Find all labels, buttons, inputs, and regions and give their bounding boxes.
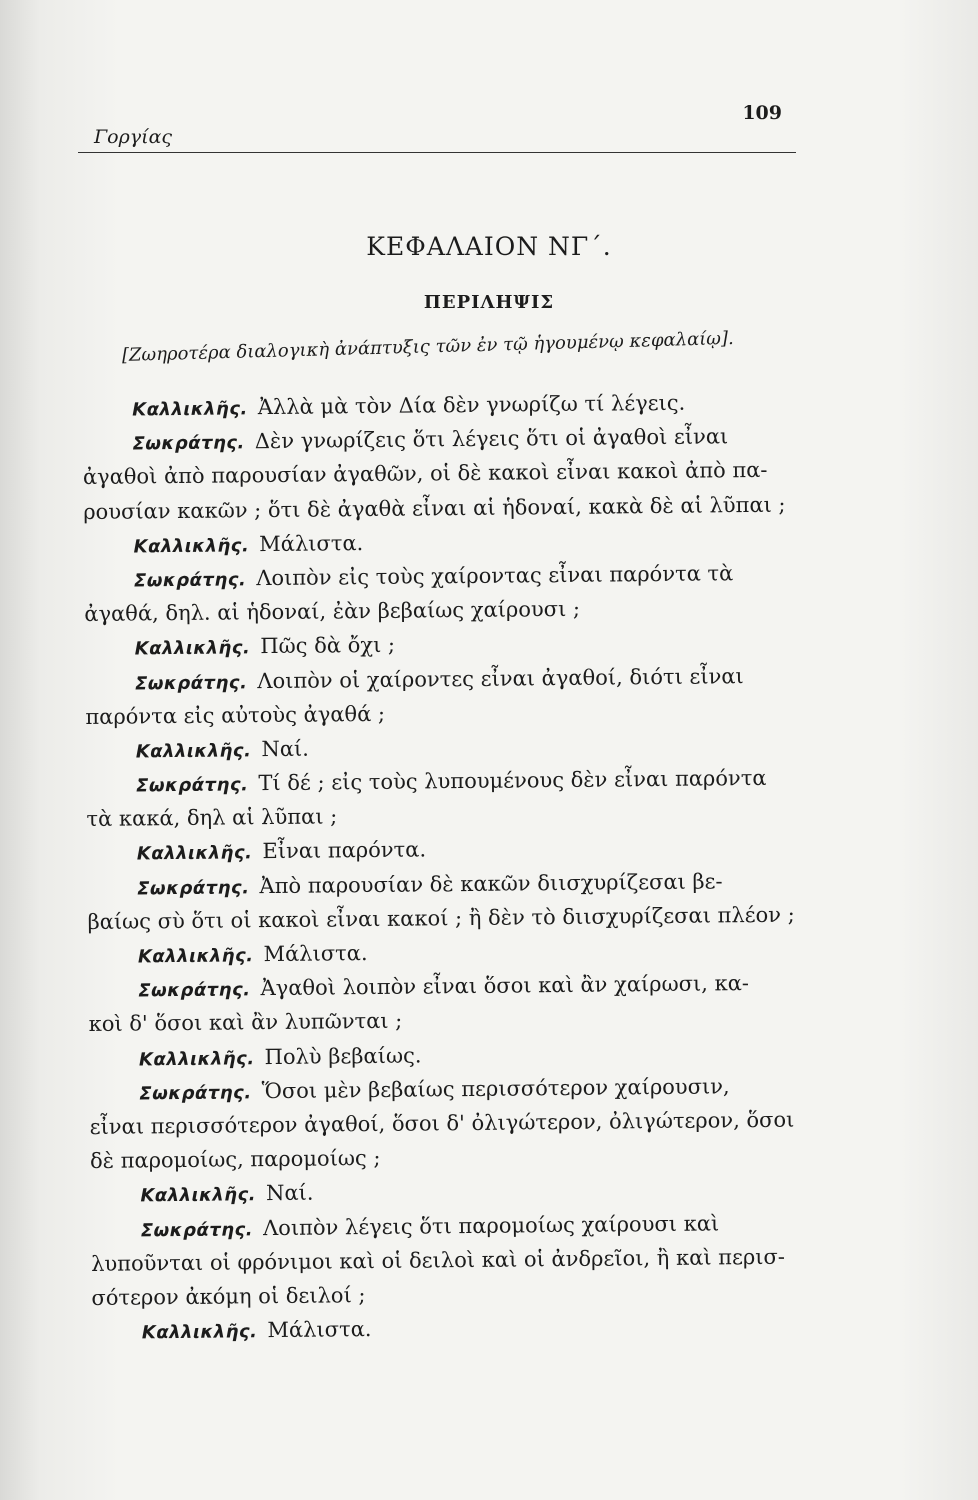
speech-text: ἀγαθά, δηλ. αἱ ἡδοναί, ἐὰν βεβαίως χαίρουσι ; [84,596,581,627]
chapter-title: ΚΕΦΑΛΑΙΟΝ ΝΓ΄. [366,232,612,261]
speech-text: Τί δέ ; εἰς τοὺς λυπουμένους δὲν εἶναι παρόντα [258,765,767,796]
running-head [78,100,796,150]
speech-text: Ἀλλὰ μὰ τὸν Δία δὲν γνωρίζω τί λέγεις. [257,390,686,420]
speaker-name: Σωκράτης. [140,1218,254,1241]
summary-note: [Ζωηροτέρα διαλογικὴ ἀνάπτυξις τῶν ἐν τῷ ἡγουμένῳ κεφαλαίῳ]. [121,327,734,366]
dialogue-line [85,658,815,700]
speech-text: Ὅσοι μὲν βεβαίως περισσότερον χαίρουσιν, [261,1074,730,1103]
speaker-name: Καλλικλῆς. [136,842,253,865]
speaker-name: Καλλικλῆς. [138,1047,255,1071]
page-number: 109 [742,102,782,124]
dialogue-body [82,384,822,1349]
speaker-name: Καλλικλῆς. [134,637,251,660]
speech-text: παρόντα εἰς αὐτοὺς ἀγαθά ; [85,701,386,729]
speech-text: ἀγαθοὶ ἀπὸ παρουσίαν ἀγαθῶν, οἱ δὲ κακοὶ εἶναι κακοὶ ἀπὸ πα- [82,458,768,490]
header-rule [78,152,796,153]
speaker-name: Καλλικλῆς. [137,945,254,968]
running-title: Γοργίας [94,126,173,148]
speech-text: σότερον ἀκόμη οἱ δειλοί ; [91,1282,366,1310]
speech-text: εἶναι περισσότερον ἀγαθοί, ὅσοι δ' ὀλιγώτερον, ὀλιγώτερον, ὅσοι [89,1107,795,1139]
speech-text: βαίως σὺ ὅτι οἱ κακοὶ εἶναι κακοί ; ἢ δὲν τὸ διισχυρίζεσαι πλέον ; [87,902,795,934]
speech-text: λυποῦνται οἱ φρόνιμοι καὶ οἱ δειλοὶ καὶ οἱ ἀνδρεῖοι, ἢ καὶ περισ- [91,1244,786,1276]
speaker-name: Καλλικλῆς. [133,535,250,558]
speaker-name: Καλλικλῆς. [132,398,248,421]
speech-text: τὰ κακά, δηλ αἱ λῦπαι ; [86,804,338,832]
speech-text: Μάλιστα. [267,1317,372,1343]
speech-text: Λοιπὸν εἰς τοὺς χαίροντας εἶναι παρόντα τὰ [256,561,734,591]
speaker-name: Σωκράτης. [136,774,249,797]
speaker-name: Σωκράτης. [138,979,251,1002]
speech-text: Λοιπὸν λέγεις ὅτι παρομοίως χαίρουσι καὶ [262,1210,720,1240]
dialogue-line [92,1307,822,1349]
speech-text: ρουσίαν κακῶν ; ὅτι δὲ ἀγαθὰ εἶναι αἱ ἡδοναί, κακὰ δὲ αἱ λῦπαι ; [83,492,786,524]
speaker-name: Σωκράτης. [139,1082,252,1105]
speech-text: Λοιπὸν οἱ χαίροντες εἶναι ἀγαθοί, διότι εἶναι [257,663,744,693]
summary-heading: ΠΕΡΙΛΗΨΙΣ [423,292,555,313]
speech-text: Εἶναι παρόντα. [262,837,427,864]
speaker-name: Σωκράτης. [134,671,248,694]
speaker-name: Καλλικλῆς. [141,1321,258,1344]
speaker-name: Σωκράτης. [132,432,245,455]
speech-text: δὲ παρομοίως, παρομοίως ; [89,1146,381,1174]
speech-text: Ναί. [265,1180,314,1206]
speaker-name: Σωκράτης. [133,569,247,592]
speech-text: κοὶ δ' ὅσοι καὶ ἂν λυπῶνται ; [88,1009,403,1037]
speaker-name: Καλλικλῆς. [135,740,252,763]
speech-text: Ναί. [261,736,309,762]
speaker-name: Σωκράτης. [137,876,250,900]
speech-text: Πολὺ βεβαίως. [264,1043,422,1069]
speech-text: Μάλιστα. [259,530,364,556]
speech-text: Ἀπὸ παρουσίαν δὲ κακῶν διισχυρίζεσαι βε- [259,868,723,898]
speech-text: Μάλιστα. [263,941,368,967]
speaker-name: Καλλικλῆς. [140,1184,257,1207]
speech-text: Πῶς δὰ ὄχι ; [260,633,396,659]
speech-text: Δὲν γνωρίζεις ὅτι λέγεις ὅτι οἱ ἀγαθοὶ εἶναι [254,424,729,454]
speech-text: Ἀγαθοὶ λοιπὸν εἶναι ὅσοι καὶ ἂν χαίρωσι, κα- [260,971,750,1001]
